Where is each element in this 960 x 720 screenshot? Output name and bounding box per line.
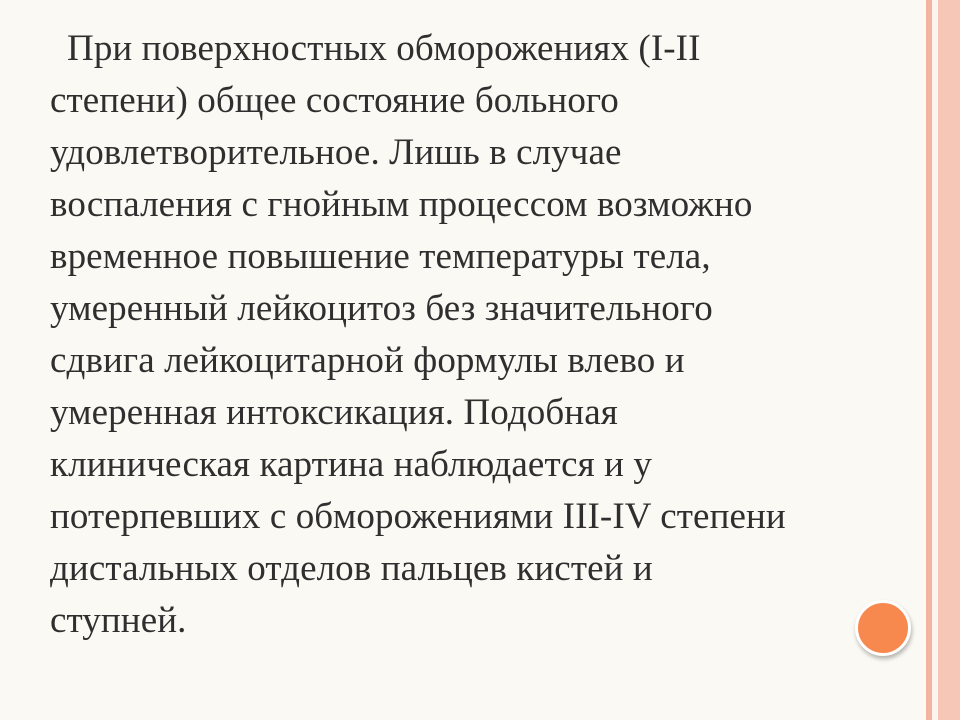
body-paragraph [50, 23, 910, 647]
paragraph-line: сдвига лейкоцитарной формулы влево и [50, 340, 685, 381]
paragraph-line: умеренная интоксикация. Подобная [50, 392, 618, 433]
paragraph-line: воспаления с гнойным процессом возможно [50, 184, 753, 225]
paragraph-line: ступней. [50, 600, 187, 641]
orange-circle-decoration [855, 600, 911, 656]
paragraph-line: потерпевших с обморожениями III-IV степени [50, 496, 786, 537]
paragraph-line: удовлетворительное. Лишь в случае [50, 132, 622, 173]
paragraph-line: При поверхностных обморожениях (I-II [67, 28, 701, 69]
paragraph-line: клиническая картина наблюдается и у [50, 444, 653, 485]
paragraph-line: умеренный лейкоцитоз без значительного [50, 288, 713, 329]
paragraph-line: временное повышение температуры тела, [50, 236, 711, 277]
paragraph-line: дистальных отделов пальцев кистей и [50, 548, 653, 589]
paragraph-line: степени) общее состояние больного [50, 80, 619, 121]
side-stripe-outer [938, 0, 960, 720]
